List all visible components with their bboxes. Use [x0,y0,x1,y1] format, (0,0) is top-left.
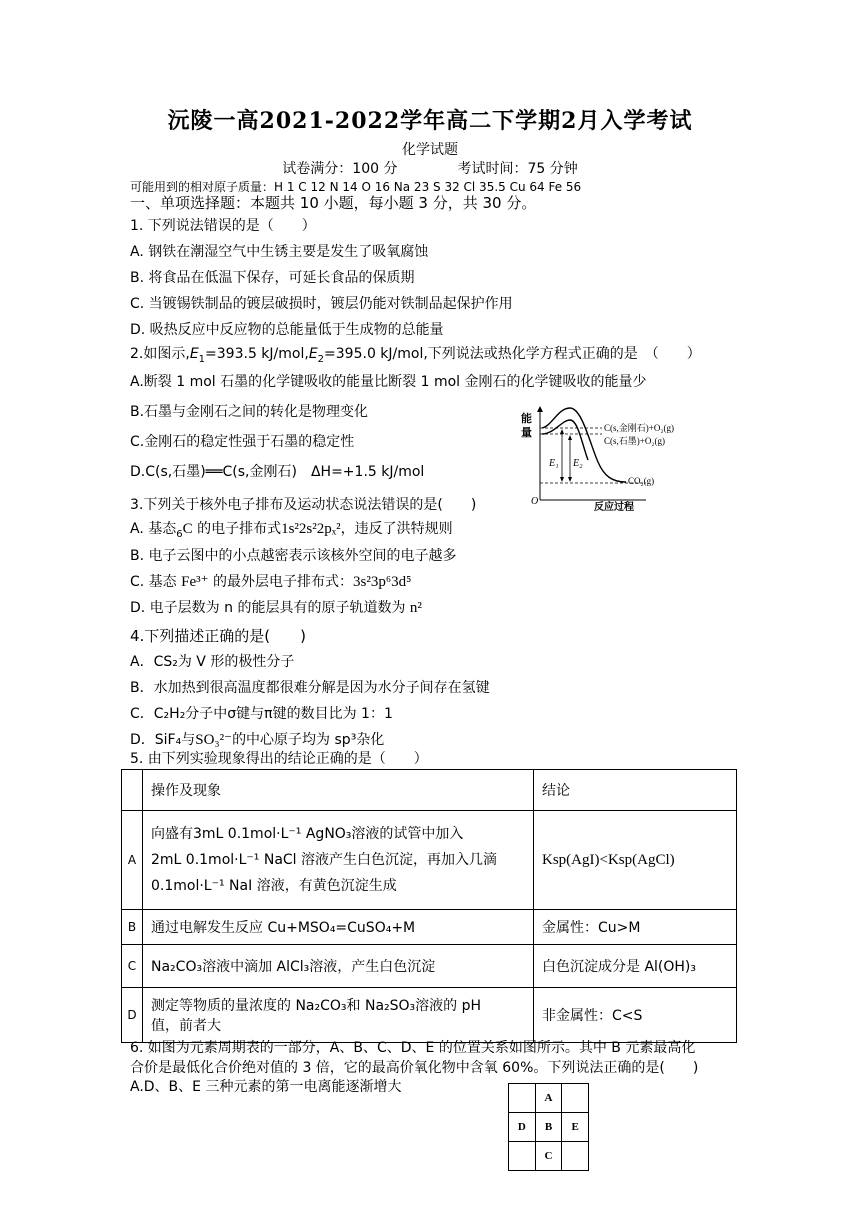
q2-option-a: A.断裂 1 mol 石墨的化学键吸收的能量比断裂 1 mol 金刚石的化学键吸收的能量少 [130,374,647,390]
q6-stem-line2: 合价是最低化合价绝对值的 3 倍，它的最高价氧化物中含氧 60%。下列说法正确的是( ) [130,1060,699,1076]
grid-cell [509,1142,536,1171]
x-axis-label: 反应过程 [594,502,634,512]
atomic-masses: 可能用到的相对原子质量：H 1 C 12 N 14 O 16 Na 23 S 32 Cl 35.5 Cu 64 Fe 56 [130,180,582,194]
table-row [122,811,737,910]
q4-option-c: C．C₂H₂分子中σ键与π键的数目比为 1：1 [130,706,393,722]
grid-cell: C [535,1142,562,1171]
q6-option-a: A.D、B、E 三种元素的第一电离能逐渐增大 [130,1079,402,1095]
q5-stem: 5. 由下列实验现象得出的结论正确的是（ ） [130,751,428,767]
q2-option-d: D.C(s,石墨)══C(s,金刚石) ΔH=+1.5 kJ/mol [130,464,425,480]
y-axis-label-2: 量 [521,426,532,439]
diamond-label: C(s,金刚石)+O₂(g) [604,423,674,433]
row-conclusion: Ksp(AgI)<Ksp(AgCl) [534,811,737,910]
exam-meta [0,158,860,178]
y-axis-label-1: 能 [521,412,532,425]
table-row [122,910,737,945]
q4-option-d: D．SiF₄与SO₃²⁻的中心原子均为 sp³杂化 [130,732,385,748]
q1-option-b: B. 将食品在低温下保存，可延长食品的保质期 [130,270,415,286]
q3-option-a: A. 基态$_6$C 的电子排布式1s²2s²2pₓ²，违反了洪特规则 [130,521,453,540]
q1-option-d: D. 吸热反应中反应物的总能量低于生成物的总能量 [130,322,444,338]
grid-cell [562,1142,589,1171]
q1-option-a: A. 钢铁在潮湿空气中生锈主要是发生了吸氧腐蚀 [130,244,429,260]
q3-stem: 3.下列关于核外电子排布及运动状态说法错误的是( ) [130,497,477,513]
q3-option-c: C. 基态 Fe³⁺ 的最外层电子排布式：3s²3p⁶3d⁵ [130,574,412,590]
q1-option-c: C. 当镀锡铁制品的镀层破损时，镀层仍能对铁制品起保护作用 [130,296,513,312]
q2-stem: 2.如图示$,E_1=393.5$ $kJ/mol,E_2=395.0$ kJ/mol,下列说法或热化学方程式正确的是 （ ） [130,346,701,365]
grid-cell: D [509,1113,536,1142]
periodic-table-fragment [508,1083,589,1171]
exam-title: 沅陵一高2021-2022学年高二下学期2月入学考试 [167,108,693,134]
graphite-label: C(s,石墨)+O₂(g) [604,436,665,446]
q2-option-b: B.石墨与金刚石之间的转化是物理变化 [130,404,369,420]
q4-option-a: A．CS₂为 V 形的极性分子 [130,654,295,670]
table-header-cell: 结论 [534,770,737,811]
q4-option-b: B．水加热到很高温度都很难分解是因为水分子间存在氢键 [130,680,490,696]
row-conclusion: 非金属性：C<S [534,988,737,1043]
graphite-curve [542,420,588,460]
exam-subject: 化学试题 [402,142,458,158]
row-operation: 测定等物质的量浓度的 Na₂CO₃和 Na₂SO₃溶液的 pH 值，前者大 [143,988,534,1043]
row-label: B [122,910,143,945]
experiment-table [121,769,737,1043]
table-header-cell: 操作及现象 [143,770,534,811]
row-label: A [122,811,143,910]
row-operation: 向盛有3mL 0.1mol·L⁻¹ AgNO₃溶液的试管中加入 2mL 0.1mol·L⁻¹ NaCl 溶液产生白色沉淀，再加入几滴 0.1mol·L⁻¹ NaI 溶液，有黄色沉淀生成 [143,811,534,910]
grid-cell: A [535,1084,562,1113]
grid-cell [562,1084,589,1113]
table-row [122,945,737,988]
table-header-cell [122,770,143,811]
e1-label: E₁ [549,458,559,469]
row-label: C [122,945,143,988]
grid-cell [509,1084,536,1113]
e2-label: E₂ [573,458,583,469]
section-heading: 一、单项选择题：本题共 10 小题，每小题 3 分，共 30 分。 [130,194,537,212]
q4-stem: 4.下列描述正确的是( ) [130,627,307,645]
row-conclusion: 白色沉淀成分是 Al(OH)₃ [534,945,737,988]
y-axis-arrow [537,406,543,412]
q1-stem: 1. 下列说法错误的是（ ） [130,218,316,234]
origin-label: O [531,496,539,507]
product-label: CO₂(g) [628,476,655,486]
q6-stem-line1: 6. 如图为元素周期表的一部分，A、B、C、D、E 的位置关系如图所示。其中 B 元素最高化 [130,1040,696,1056]
full-score: 试卷满分：100 分 [282,161,398,177]
row-operation: 通过电解发生反应 Cu+MSO₄=CuSO₄+M [143,910,534,945]
grid-cell: B [535,1113,562,1142]
grid-cell: E [562,1113,589,1142]
q3-option-b: B. 电子云图中的小点越密表示该核外空间的电子越多 [130,548,457,564]
row-label: D [122,988,143,1043]
q2-option-c: C.金刚石的稳定性强于石墨的稳定性 [130,434,355,450]
row-operation: Na₂CO₃溶液中滴加 AlCl₃溶液，产生白色沉淀 [143,945,534,988]
table-row [122,988,737,1043]
exam-time: 考试时间：75 分钟 [457,161,578,177]
q3-option-d: D. 电子层数为 n 的能层具有的原子轨道数为 n² [130,600,422,616]
energy-diagram [518,404,710,512]
row-conclusion: 金属性：Cu>M [534,910,737,945]
table-header-row [122,770,737,811]
